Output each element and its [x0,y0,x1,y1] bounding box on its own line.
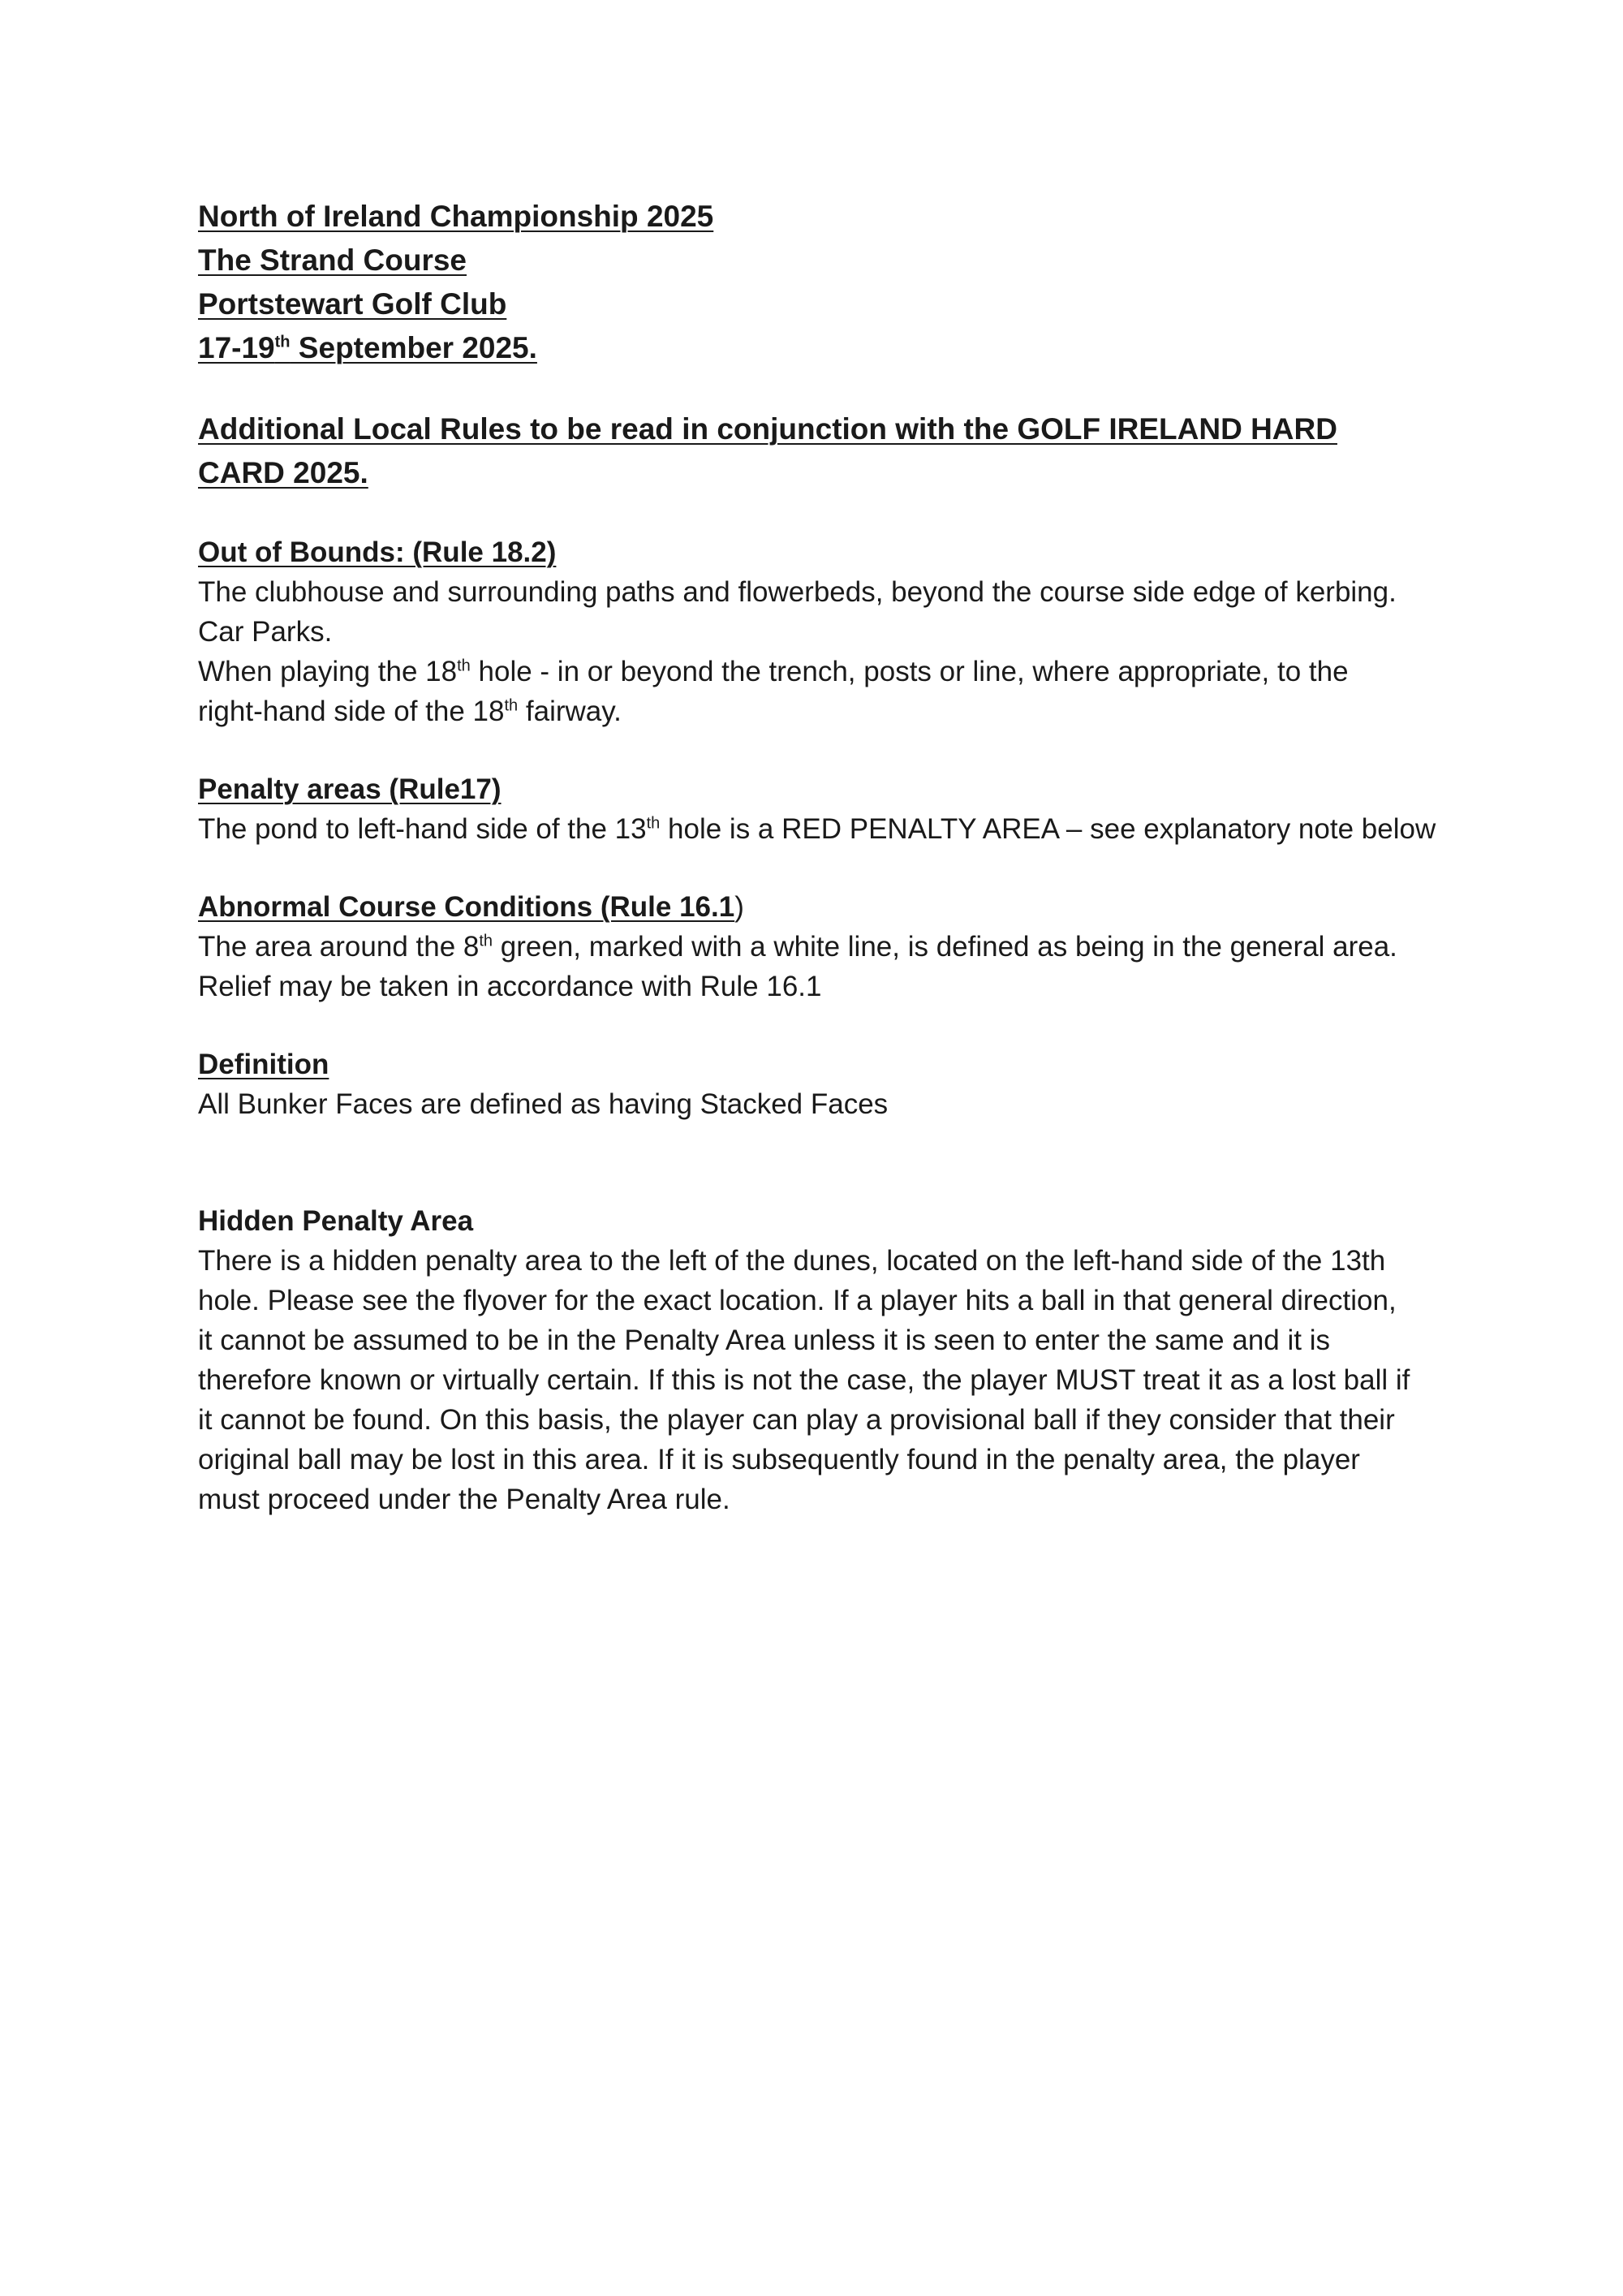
pa-line1-sup: th [646,814,661,833]
section-abnormal-conditions [198,887,1448,1006]
out-of-bounds-line-3 [198,652,1448,691]
hidden-penalty-line-7: must proceed under the Penalty Area rule. [198,1484,730,1515]
out-of-bounds-line-4 [198,691,1448,731]
abnormal-heading-tail: ) [734,891,744,923]
intro-block [198,407,1448,495]
penalty-areas-line-1 [198,809,1448,849]
oob-line4-sup: th [504,696,519,715]
oob-line3-b: hole - in or beyond the trench, posts or line, where appropriate, to the [470,656,1349,687]
course-name: The Strand Course [198,243,467,277]
intro-line-2: CARD 2025. [198,456,368,489]
abnormal-line-1 [198,927,1448,967]
event-dates [198,326,1448,370]
section-hidden-penalty-area [198,1201,1448,1519]
document-header [198,195,1448,370]
penalty-areas-heading: Penalty areas (Rule17) [198,773,502,805]
event-dates-suffix: September 2025. [290,331,537,364]
hidden-penalty-line-4: therefore known or virtually certain. If this is not the case, the player MUST treat it as a lost ball if [198,1364,1410,1396]
pa-line1-b: hole is a RED PENALTY AREA – see explanatory note below [660,813,1436,845]
definition-heading: Definition [198,1049,329,1080]
abnormal-heading-text: Abnormal Course Conditions (Rule 16.1 [198,891,735,923]
document-page [198,195,1448,1519]
oob-line4-a: right-hand side of the 18 [198,696,505,727]
out-of-bounds-line-2: Car Parks. [198,616,333,648]
oob-line4-b: fairway. [518,696,622,727]
event-title: North of Ireland Championship 2025 [198,200,714,233]
club-name: Portstewart Golf Club [198,287,507,321]
section-penalty-areas [198,769,1448,849]
hidden-penalty-line-3: it cannot be assumed to be in the Penalty Area unless it is seen to enter the same and it is [198,1325,1330,1356]
abn-line1-a: The area around the 8 [198,931,480,963]
event-dates-prefix: 17-19 [198,331,275,364]
out-of-bounds-line-1: The clubhouse and surrounding paths and flowerbeds, beyond the course side edge of kerbing. [198,576,1397,608]
hidden-penalty-line-1: There is a hidden penalty area to the left of the dunes, located on the left-hand side of the 13th [198,1245,1386,1277]
event-dates-sup: th [274,333,291,351]
hidden-penalty-line-2: hole. Please see the flyover for the exact location. If a player hits a ball in that general direction, [198,1285,1397,1316]
out-of-bounds-heading: Out of Bounds: (Rule 18.2) [198,536,557,568]
section-definition [198,1045,1448,1124]
abn-line1-sup: th [479,932,493,950]
oob-line3-a: When playing the 18 [198,656,458,687]
definition-line-1: All Bunker Faces are defined as having Stacked Faces [198,1088,889,1120]
abn-line1-b: green, marked with a white line, is defined as being in the general area. [493,931,1397,963]
hidden-penalty-line-6: original ball may be lost in this area. If it is subsequently found in the penalty area, the player [198,1444,1360,1475]
intro-line-1: Additional Local Rules to be read in conjunction with the GOLF IRELAND HARD [198,412,1337,446]
abnormal-heading [198,887,1448,927]
hidden-penalty-heading: Hidden Penalty Area [198,1205,474,1237]
hidden-penalty-line-5: it cannot be found. On this basis, the player can play a provisional ball if they consider that their [198,1404,1395,1436]
section-out-of-bounds [198,532,1448,731]
abnormal-line-2: Relief may be taken in accordance with Rule 16.1 [198,971,822,1002]
pa-line1-a: The pond to left-hand side of the 13 [198,813,647,845]
oob-line3-sup: th [457,657,471,675]
